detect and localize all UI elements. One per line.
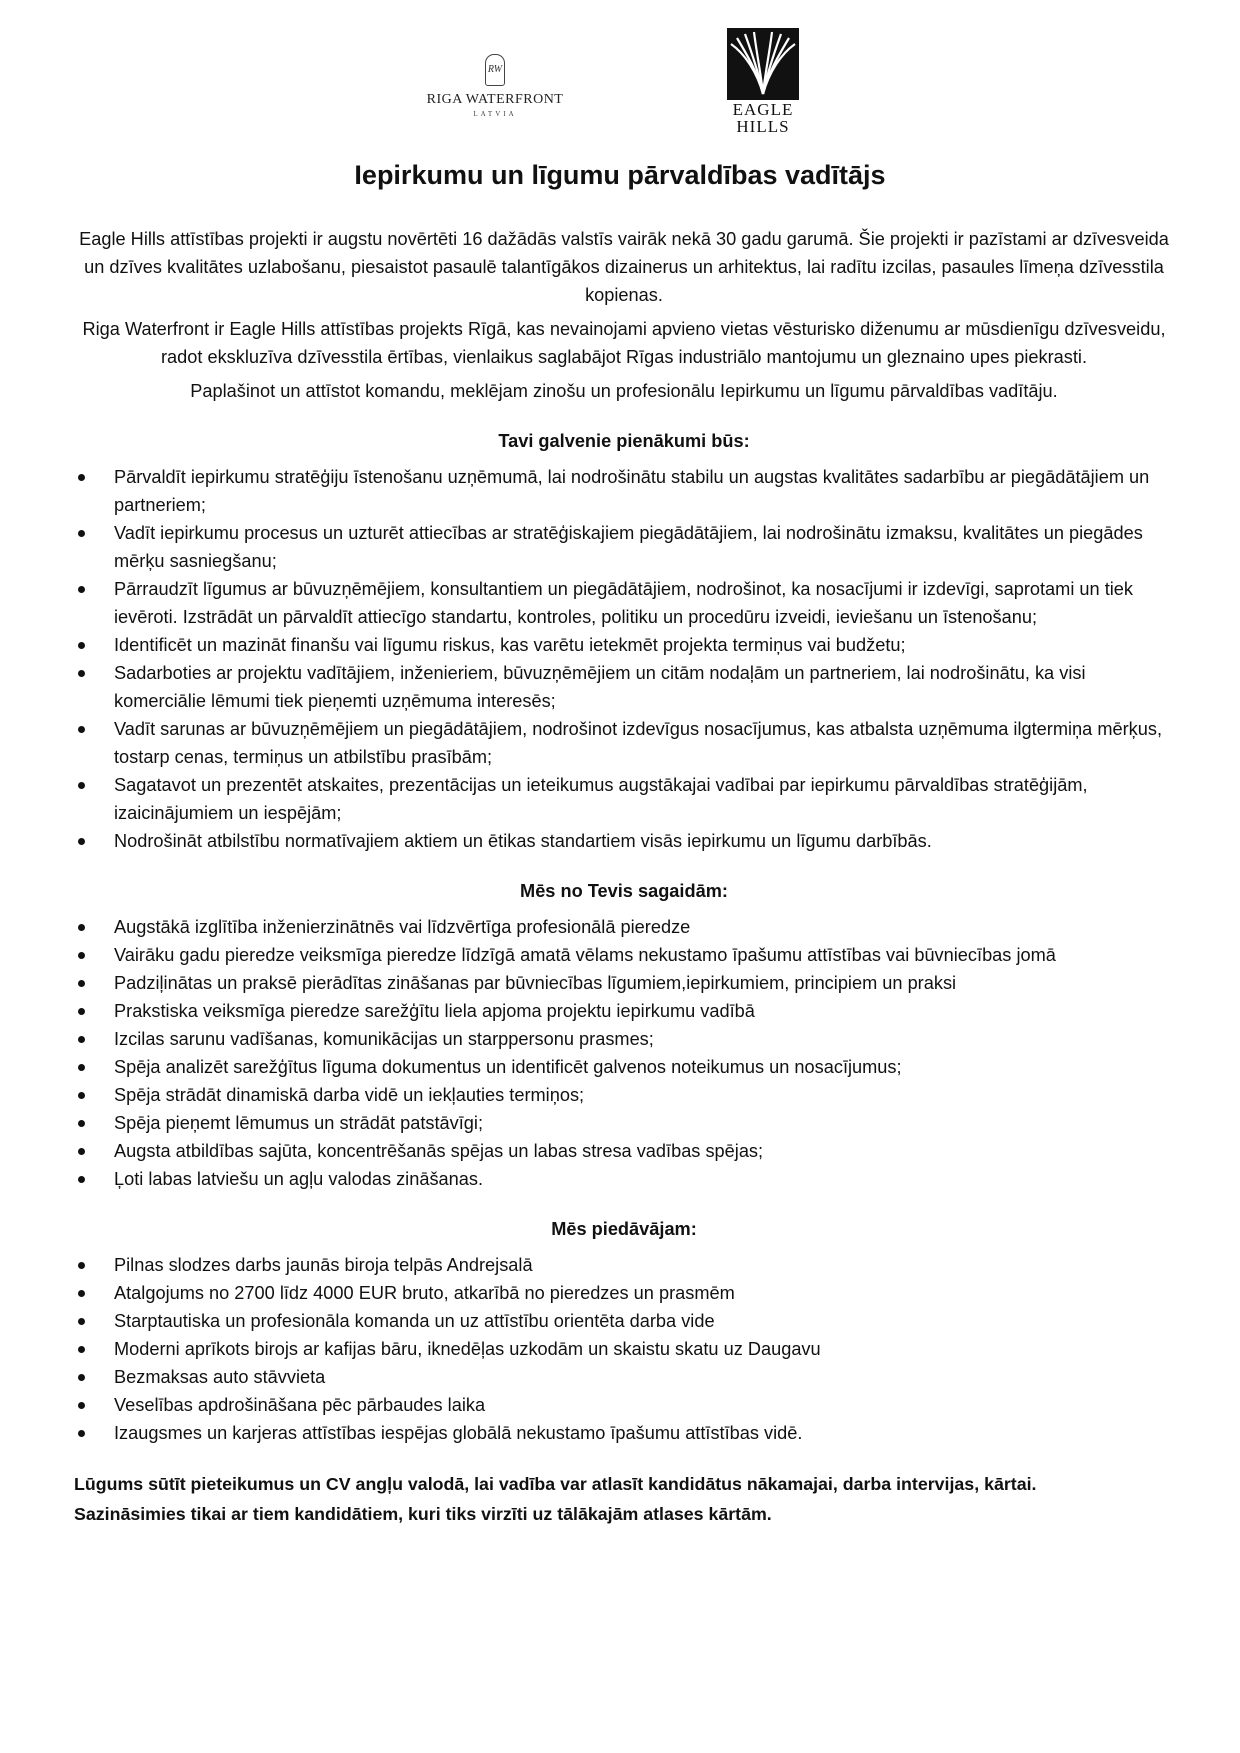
list-item: Moderni aprīkots birojs ar kafijas bāru, iknedēļas uzkodām un skaistu skatu uz Daugavu (74, 1335, 1174, 1363)
bullet-icon (78, 838, 85, 845)
closing-line: Sazināsimies tikai ar tiem kandidātiem, kuri tiks virzīti uz tālākajām atlases kārtām. (74, 1504, 772, 1524)
list-item: Spēja pieņemt lēmumus un strādāt patstāvīgi; (74, 1109, 1174, 1137)
bullet-icon (78, 1036, 85, 1043)
logo-header (0, 24, 1240, 136)
list-item: Ļoti labas latviešu un agļu valodas zināšanas. (74, 1165, 1174, 1193)
list-item: Augsta atbildības sajūta, koncentrēšanās spējas un labas stresa vadības spējas; (74, 1137, 1174, 1165)
bullet-icon (78, 1148, 85, 1155)
bullet-icon (78, 1374, 85, 1381)
intro-paragraph: Riga Waterfront ir Eagle Hills attīstības projekts Rīgā, kas nevainojami apvieno vietas vēsturisko diženumu ar mūsdienīgu dzīvesveidu, radot ekskluzīva dzīvesstila ērtības, vienlaikus saglabājot Rīgas industriālo mantojumu un gleznaino upes piekrasti. (82, 319, 1166, 367)
bullet-icon (78, 1402, 85, 1409)
list-item: Sagatavot un prezentēt atskaites, prezentācijas un ieteikumus augstākajai vadībai par iepirkumu pārvaldības stratēģijām, izaicinājumiem un iespējām; (74, 771, 1174, 827)
eagle-hills-line2: HILLS (736, 117, 790, 136)
responsibilities-list (74, 463, 1174, 855)
bullet-icon (78, 1176, 85, 1183)
bullet-icon (78, 1120, 85, 1127)
bullet-icon (78, 642, 85, 649)
list-item: Vadīt sarunas ar būvuzņēmējiem un piegādātājiem, nodrošinot izdevīgus nosacījumus, kas atbalsta uzņēmuma ilgtermiņa mērķus, tostarp cenas, termiņus un atbilstību prasībām; (74, 715, 1174, 771)
page-title: Iepirkumu un līgumu pārvaldības vadītājs (354, 160, 886, 190)
riga-waterfront-logo (420, 54, 570, 118)
list-item: Izcilas sarunu vadīšanas, komunikācijas un starppersonu prasmes; (74, 1025, 1174, 1053)
eagle-wings-icon (727, 28, 799, 100)
list-item: Bezmaksas auto stāvvieta (74, 1363, 1174, 1391)
list-item: Vairāku gadu pieredze veiksmīga pieredze līdzīgā amatā vēlams nekustamo īpašumu attīstības vai būvniecības jomā (74, 941, 1174, 969)
offer-list (74, 1251, 1174, 1447)
section-heading: Tavi galvenie pienākumi būs: (498, 431, 750, 451)
list-item: Identificēt un mazināt finanšu vai līgumu riskus, kas varētu ietekmēt projekta termiņus vai budžetu; (74, 631, 1174, 659)
bullet-icon (78, 1262, 85, 1269)
bullet-icon (78, 1290, 85, 1297)
list-item: Pārvaldīt iepirkumu stratēģiju īstenošanu uzņēmumā, lai nodrošinātu stabilu un augstas kvalitātes sadarbību ar piegādātājiem un partneriem; (74, 463, 1174, 519)
bullet-icon (78, 980, 85, 987)
bullet-icon (78, 1092, 85, 1099)
bullet-icon (78, 726, 85, 733)
section-heading: Mēs piedāvājam: (551, 1219, 697, 1239)
riga-waterfront-mark: RW (485, 54, 505, 86)
bullet-icon (78, 1008, 85, 1015)
riga-waterfront-sub: LATVIA (473, 110, 517, 118)
list-item: Pilnas slodzes darbs jaunās biroja telpās Andrejsalā (74, 1251, 1174, 1279)
bullet-icon (78, 670, 85, 677)
bullet-icon (78, 952, 85, 959)
closing-line: Lūgums sūtīt pieteikumus un CV angļu valodā, lai vadība var atlasīt kandidātus nākamajai, darba intervijas, kārtai. (74, 1474, 1037, 1494)
eagle-hills-logo (725, 28, 801, 134)
list-item: Augstākā izglītība inženierzinātnēs vai līdzvērtīga profesionālā pieredze (74, 913, 1174, 941)
bullet-icon (78, 1064, 85, 1071)
requirements-list (74, 913, 1174, 1193)
bullet-icon (78, 586, 85, 593)
closing-note (74, 1469, 1174, 1529)
bullet-icon (78, 530, 85, 537)
bullet-icon (78, 1318, 85, 1325)
list-item: Padziļinātas un praksē pierādītas zināšanas par būvniecības līgumiem,iepirkumiem, principiem un praksi (74, 969, 1174, 997)
section-requirements (74, 877, 1174, 1193)
list-item: Starptautiska un profesionāla komanda un uz attīstību orientēta darba vide (74, 1307, 1174, 1335)
eagle-hills-line1: EAGLE (732, 100, 794, 119)
intro-paragraph: Paplašinot un attīstot komandu, meklējam zinošu un profesionālu Iepirkumu un līgumu pārvaldības vadītāju. (190, 381, 1058, 401)
list-item: Sadarboties ar projektu vadītājiem, inženieriem, būvuzņēmējiem un citām nodaļām un partneriem, lai nodrošinātu, ka visi komerciālie lēmumi tiek pieņemti uzņēmuma interesēs; (74, 659, 1174, 715)
list-item: Atalgojums no 2700 līdz 4000 EUR bruto, atkarībā no pieredzes un prasmēm (74, 1279, 1174, 1307)
section-responsibilities (74, 427, 1174, 855)
document-body (74, 225, 1174, 1529)
list-item: Pārraudzīt līgumus ar būvuzņēmējiem, konsultantiem un piegādātājiem, nodrošinot, ka nosacījumi ir izdevīgi, saprotami un tiek ievēroti. Izstrādāt un pārvaldīt attiecīgo standartu, kontroles, politiku un procedūru izveidi, ieviešanu un īstenošanu; (74, 575, 1174, 631)
bullet-icon (78, 782, 85, 789)
bullet-icon (78, 1346, 85, 1353)
section-offer (74, 1215, 1174, 1447)
list-item: Nodrošināt atbilstību normatīvajiem aktiem un ētikas standartiem visās iepirkumu un līgumu darbībās. (74, 827, 1174, 855)
list-item: Izaugsmes un karjeras attīstības iespējas globālā nekustamo īpašumu attīstības vidē. (74, 1419, 1174, 1447)
intro-paragraph: Eagle Hills attīstības projekti ir augstu novērtēti 16 dažādās valstīs vairāk nekā 30 gadu garumā. Šie projekti ir pazīstami ar dzīvesveida un dzīves kvalitātes uzlabošanu, piesaistot pasaulē talantīgākos dizainerus un arhitektus, lai radītu izcilas, pasaules līmeņa dzīvesstila kopienas. (79, 229, 1169, 305)
riga-waterfront-name: RIGA WATERFRONT (426, 92, 564, 107)
intro (74, 225, 1174, 405)
list-item: Spēja analizēt sarežģītus līguma dokumentus un identificēt galvenos noteikumus un nosacījumus; (74, 1053, 1174, 1081)
bullet-icon (78, 924, 85, 931)
bullet-icon (78, 1430, 85, 1437)
list-item: Veselības apdrošināšana pēc pārbaudes laika (74, 1391, 1174, 1419)
list-item: Vadīt iepirkumu procesus un uzturēt attiecības ar stratēģiskajiem piegādātājiem, lai nodrošinātu izmaksu, kvalitātes un piegādes mērķu sasniegšanu; (74, 519, 1174, 575)
list-item: Spēja strādāt dinamiskā darba vidē un iekļauties termiņos; (74, 1081, 1174, 1109)
bullet-icon (78, 474, 85, 481)
list-item: Prakstiska veiksmīga pieredze sarežģītu liela apjoma projektu iepirkumu vadībā (74, 997, 1174, 1025)
section-heading: Mēs no Tevis sagaidām: (520, 881, 728, 901)
